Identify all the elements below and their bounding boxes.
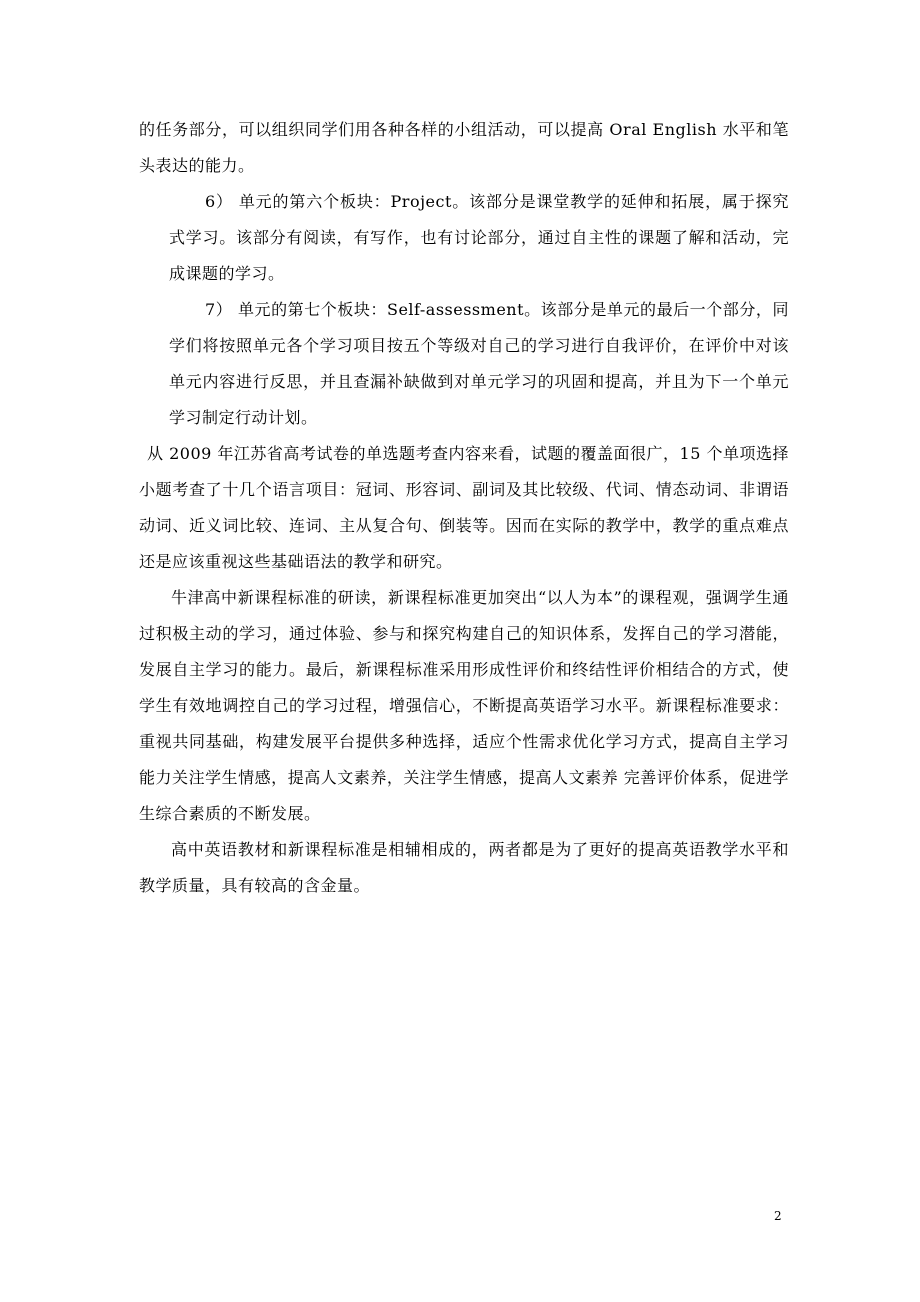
paragraph-conclusion: 高中英语教材和新课程标准是相辅相成的，两者都是为了更好的提高英语教学水平和教学质量，具有较高的含金量。: [139, 840, 789, 895]
list-item-self-assessment: [139, 292, 789, 436]
page-number: 2: [774, 1209, 782, 1223]
paragraph-exam-analysis: 从 2009 年江苏省高考试卷的单选题考查内容来看，试题的覆盖面很广，15 个单项选择小题考查了十几个语言项目：冠词、形容词、副词及其比较级、代词、情态动词、非谓语动词、近义词比较、连词、主从复合句、倒装等。因而在实际的教学中，教学的重点难点还是应该重视这些基础语法的教学和研究。: [139, 444, 789, 571]
document-body: [139, 112, 789, 904]
paragraph-task-continuation: 的任务部分，可以组织同学们用各种各样的小组活动，可以提高 Oral English 水平和笔头表达的能力。: [139, 120, 789, 175]
paragraph-curriculum-standards: 牛津高中新课程标准的研读，新课程标准更加突出“以人为本”的课程观，强调学生通过积极主动的学习，通过体验、参与和探究构建自己的知识体系，发挥自己的学习潜能，发展自主学习的能力。最后，新课程标准采用形成性评价和终结性评价相结合的方式，使学生有效地调控自己的学习过程，增强信心，不断提高英语学习水平。新课程标准要求：重视共同基础，构建发展平台提供多种选择，适应个性需求优化学习方式，提高自主学习能力关注学生情感，提高人文素养，关注学生情感，提高人文素养 完善评价体系，促进学生综合素质的不断发展。: [139, 588, 789, 823]
paragraph-self-assessment-section: 7） 单元的第七个板块：Self-assessment。该部分是单元的最后一个部分，同学们将按照单元各个学习项目按五个等级对自己的学习进行自我评价，在评价中对该单元内容进行反思，并且查漏补缺做到对单元学习的巩固和提高，并且为下一个单元学习制定行动计划。: [169, 300, 789, 427]
paragraph-project-section: 6） 单元的第六个板块：Project。该部分是课堂教学的延伸和拓展，属于探究式学习。该部分有阅读，有写作，也有讨论部分，通过自主性的课题了解和活动，完成课题的学习。: [169, 192, 789, 283]
list-item-project: [139, 184, 789, 292]
